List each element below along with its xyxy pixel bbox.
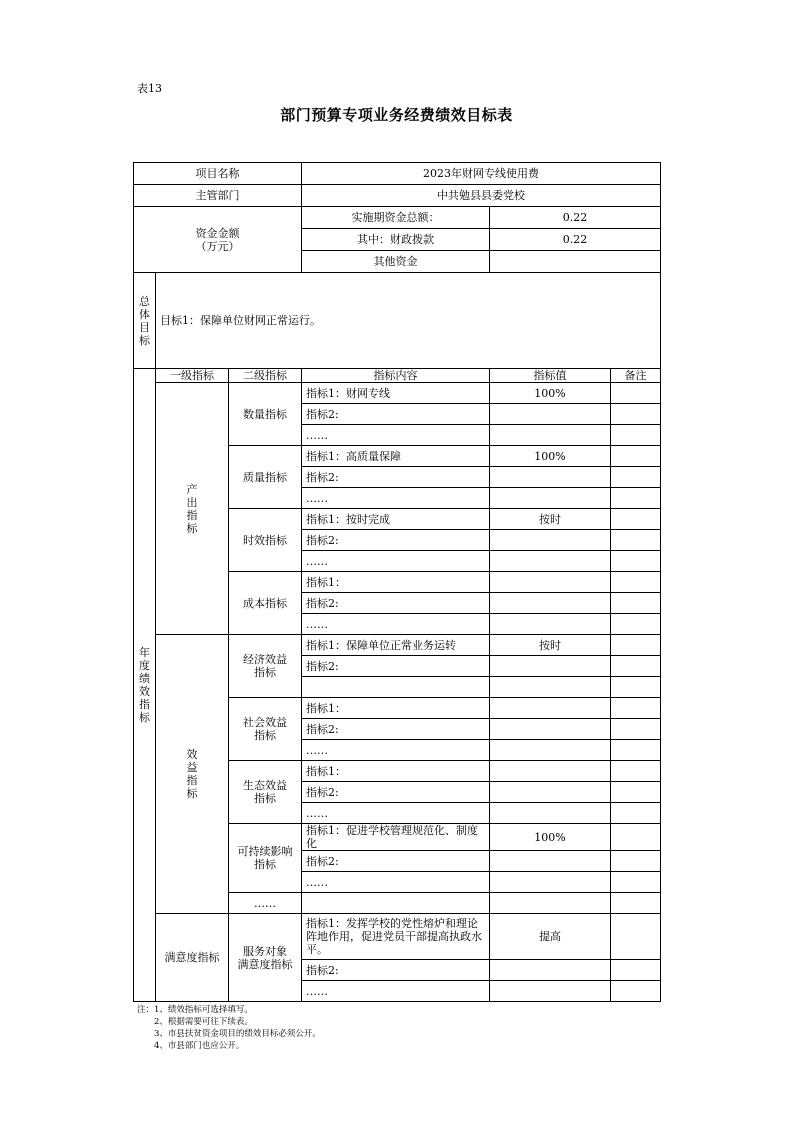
- indicator-value: [490, 614, 611, 635]
- annual-goal-label: 年 度 绩 效 指 标: [134, 369, 156, 1002]
- header-content: 指标内容: [302, 369, 490, 383]
- indicator-content: 指标1：促进学校管理规范化、制度化: [302, 824, 490, 851]
- remark-cell: [611, 425, 661, 446]
- indicator-content: 指标2:: [302, 960, 490, 981]
- remark-cell: [611, 740, 661, 761]
- remark-cell: [611, 761, 661, 782]
- footnote: 注：1、绩效指标可选择填写。: [137, 1005, 253, 1015]
- remark-cell: [611, 914, 661, 960]
- indicator-value: [490, 719, 611, 740]
- indicator-content: 指标2:: [302, 593, 490, 614]
- quantity-indicator-label: 数量指标: [229, 383, 302, 446]
- indicator-content: 指标1：按时完成: [302, 509, 490, 530]
- remark-cell: [611, 872, 661, 893]
- indicator-content: 指标2:: [302, 530, 490, 551]
- annual-header-row: [134, 369, 661, 383]
- table-number: 表13: [137, 82, 162, 95]
- table-row: [134, 635, 661, 656]
- funds-total-value: 0.22: [490, 207, 661, 229]
- overall-goal-label: 总 体 目 标: [134, 273, 156, 369]
- remark-cell: [611, 824, 661, 851]
- indicator-value: [490, 488, 611, 509]
- indicator-content: 指标2:: [302, 656, 490, 677]
- remark-cell: [611, 446, 661, 467]
- benefit-indicator-label: 效 益 指 标: [156, 635, 229, 914]
- quality-indicator-label: 质量指标: [229, 446, 302, 509]
- indicator-value: [490, 467, 611, 488]
- funds-unit: （万元）: [195, 239, 240, 253]
- remark-cell: [611, 719, 661, 740]
- remark-cell: [611, 851, 661, 872]
- indicator-value: [490, 761, 611, 782]
- remark-cell: [611, 404, 661, 425]
- remark-cell: [611, 960, 661, 981]
- funds-label-cell: [134, 207, 302, 273]
- indicator-value: 提高: [490, 914, 611, 960]
- indicator-value: [490, 656, 611, 677]
- footnotes: [137, 1004, 321, 1052]
- indicator-content: 指标1：: [302, 761, 490, 782]
- indicator-content: ……: [302, 740, 490, 761]
- output-indicator-label: 产 出 指 标: [156, 383, 229, 635]
- indicator-value: [490, 960, 611, 981]
- indicator-content: 指标1：高质量保障: [302, 446, 490, 467]
- indicator-content: ……: [302, 488, 490, 509]
- economic-indicator-label: 经济效益 指标: [229, 635, 302, 698]
- project-row: [134, 163, 661, 185]
- indicator-content: 指标2:: [302, 719, 490, 740]
- funds-fiscal-value: 0.22: [490, 229, 661, 251]
- indicator-value: [490, 404, 611, 425]
- remark-cell: [611, 614, 661, 635]
- indicator-value: [490, 872, 611, 893]
- indicator-value: [490, 677, 611, 698]
- funds-total-row: [134, 207, 661, 229]
- indicator-content: ……: [302, 872, 490, 893]
- header-value: 指标值: [490, 369, 611, 383]
- satisfaction-indicator-label: 满意度指标: [156, 914, 229, 1002]
- indicator-value: 100%: [490, 824, 611, 851]
- table-row: [134, 914, 661, 960]
- header-remark: 备注: [611, 369, 661, 383]
- performance-table: [133, 162, 661, 1002]
- indicator-value: [490, 572, 611, 593]
- department-label: 主管部门: [134, 185, 302, 207]
- indicator-content: ……: [302, 551, 490, 572]
- indicator-value: [490, 593, 611, 614]
- footnote: 2、根据需要可往下续表。: [154, 1017, 253, 1027]
- service-satisfaction-label: 服务对象 满意度指标: [229, 914, 302, 1002]
- remark-cell: [611, 803, 661, 824]
- remark-cell: [611, 782, 661, 803]
- ecological-indicator-label: 生态效益 指标: [229, 761, 302, 824]
- indicator-value: [490, 803, 611, 824]
- footnote: 3、市县扶贫资金项目的绩效目标必须公开。: [154, 1029, 321, 1039]
- indicator-value: 100%: [490, 383, 611, 404]
- remark-cell: [611, 593, 661, 614]
- overall-goal-text: 目标1：保障单位财网正常运行。: [156, 273, 661, 369]
- funds-other-label: 其他资金: [302, 251, 490, 273]
- remark-cell: [611, 698, 661, 719]
- indicator-content: ……: [302, 425, 490, 446]
- overall-goal-row: [134, 273, 661, 369]
- header-level1: 一级指标: [156, 369, 229, 383]
- indicator-value: [490, 698, 611, 719]
- indicator-content: 指标2:: [302, 404, 490, 425]
- indicator-content: ……: [302, 981, 490, 1002]
- indicator-content: 指标1：: [302, 572, 490, 593]
- remark-cell: [611, 383, 661, 404]
- remark-cell: [611, 893, 661, 914]
- footnote: 4、市县部门也应公开。: [154, 1041, 245, 1051]
- remark-cell: [611, 530, 661, 551]
- indicator-value: 按时: [490, 509, 611, 530]
- department-value: 中共勉县县委党校: [302, 185, 661, 207]
- remark-cell: [611, 488, 661, 509]
- indicator-content: ……: [302, 614, 490, 635]
- remark-cell: [611, 551, 661, 572]
- indicator-value: [490, 425, 611, 446]
- indicator-value: [490, 851, 611, 872]
- project-value: 2023年财网专线使用费: [302, 163, 661, 185]
- indicator-value: [490, 981, 611, 1002]
- timeliness-indicator-label: 时效指标: [229, 509, 302, 572]
- remark-cell: [611, 635, 661, 656]
- remark-cell: [611, 656, 661, 677]
- indicator-value: [490, 530, 611, 551]
- funds-total-label: 实施期资金总额：: [302, 207, 490, 229]
- indicator-content: [302, 677, 490, 698]
- department-row: [134, 185, 661, 207]
- indicator-value: [490, 893, 611, 914]
- remark-cell: [611, 981, 661, 1002]
- benefit-ellipsis: ……: [229, 893, 302, 914]
- indicator-content: 指标1：: [302, 698, 490, 719]
- page-title: 部门预算专项业务经费绩效目标表: [280, 106, 513, 124]
- cost-indicator-label: 成本指标: [229, 572, 302, 635]
- indicator-value: [490, 740, 611, 761]
- indicator-content: ……: [302, 803, 490, 824]
- header-level2: 二级指标: [229, 369, 302, 383]
- funds-other-value: [490, 251, 661, 273]
- indicator-value: 按时: [490, 635, 611, 656]
- indicator-content: 指标2:: [302, 467, 490, 488]
- sustainable-indicator-label: 可持续影响 指标: [229, 824, 302, 893]
- funds-fiscal-label: 其中：财政拨款: [302, 229, 490, 251]
- indicator-content: 指标1：发挥学校的党性熔炉和理论阵地作用，促进党员干部提高执政水平。: [302, 914, 490, 960]
- table-row: [134, 383, 661, 404]
- remark-cell: [611, 572, 661, 593]
- indicator-value: [490, 551, 611, 572]
- remark-cell: [611, 509, 661, 530]
- indicator-content: 指标2:: [302, 851, 490, 872]
- funds-label: 资金金额: [195, 226, 240, 240]
- social-indicator-label: 社会效益 指标: [229, 698, 302, 761]
- indicator-content: [302, 893, 490, 914]
- project-label: 项目名称: [134, 163, 302, 185]
- indicator-content: 指标1：保障单位正常业务运转: [302, 635, 490, 656]
- indicator-content: 指标1：财网专线: [302, 383, 490, 404]
- indicator-value: [490, 782, 611, 803]
- indicator-value: 100%: [490, 446, 611, 467]
- remark-cell: [611, 677, 661, 698]
- indicator-content: 指标2:: [302, 782, 490, 803]
- remark-cell: [611, 467, 661, 488]
